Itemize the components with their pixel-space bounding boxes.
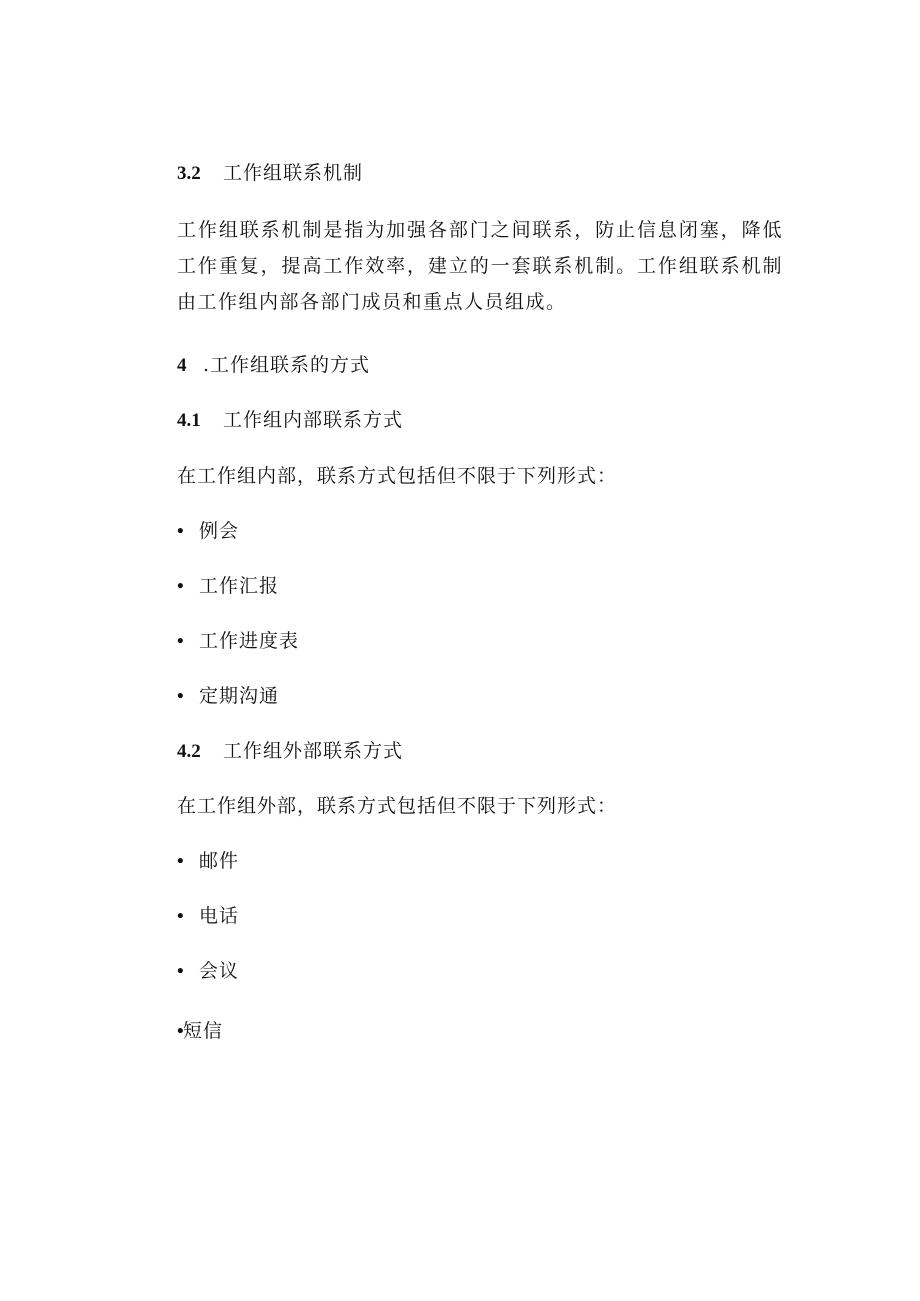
list-item-label: 例会 xyxy=(199,520,240,542)
paragraph-3-2-body: 工作组联系机制是指为加强各部门之间联系，防止信息闭塞，降低工作重复，提高工作效率，建立的一套联系机制。工作组联系机制由工作组内部各部门成员和重点人员组成。 xyxy=(177,219,783,313)
paragraph-4-2-intro: 在工作组外部，联系方式包括但不限于下列形式： xyxy=(177,795,618,817)
list-item xyxy=(177,852,239,871)
bullet-dot: • xyxy=(177,631,185,652)
bullet-dot: • xyxy=(177,851,185,872)
list-item xyxy=(177,962,239,981)
heading-title: .工作组联系的方式 xyxy=(203,354,371,376)
heading-3-2 xyxy=(177,164,363,183)
heading-title: 工作组外部联系方式 xyxy=(223,740,404,762)
bullet-dot: • xyxy=(177,906,185,927)
list-item-label: 工作进度表 xyxy=(199,630,300,652)
list-item xyxy=(177,522,239,541)
bullet-dot: • xyxy=(177,961,185,982)
list-item xyxy=(177,907,239,926)
list-item xyxy=(177,1022,223,1041)
heading-number: 4.2 xyxy=(177,741,201,762)
list-item xyxy=(177,632,299,651)
heading-number: 3.2 xyxy=(177,163,201,184)
bullet-dot: • xyxy=(177,576,185,597)
paragraph-4-1-intro: 在工作组内部，联系方式包括但不限于下列形式： xyxy=(177,465,618,487)
heading-4-2 xyxy=(177,742,403,761)
heading-number: 4.1 xyxy=(177,410,201,431)
heading-title: 工作组内部联系方式 xyxy=(223,409,404,431)
list-item xyxy=(177,687,279,706)
heading-4-1 xyxy=(177,411,403,430)
bullet-dot: • xyxy=(177,1021,185,1042)
heading-4 xyxy=(177,356,370,375)
list-item-label: 邮件 xyxy=(199,850,240,872)
list-item-label: 电话 xyxy=(199,905,240,927)
list-item-label: 短信 xyxy=(183,1020,224,1042)
list-item-label: 工作汇报 xyxy=(199,575,280,597)
heading-title: 工作组联系机制 xyxy=(223,162,364,184)
list-item-label: 会议 xyxy=(199,960,240,982)
heading-number: 4 xyxy=(177,355,187,376)
list-item-label: 定期沟通 xyxy=(199,685,280,707)
bullet-dot: • xyxy=(177,521,185,542)
bullet-dot: • xyxy=(177,686,185,707)
list-item xyxy=(177,577,279,596)
